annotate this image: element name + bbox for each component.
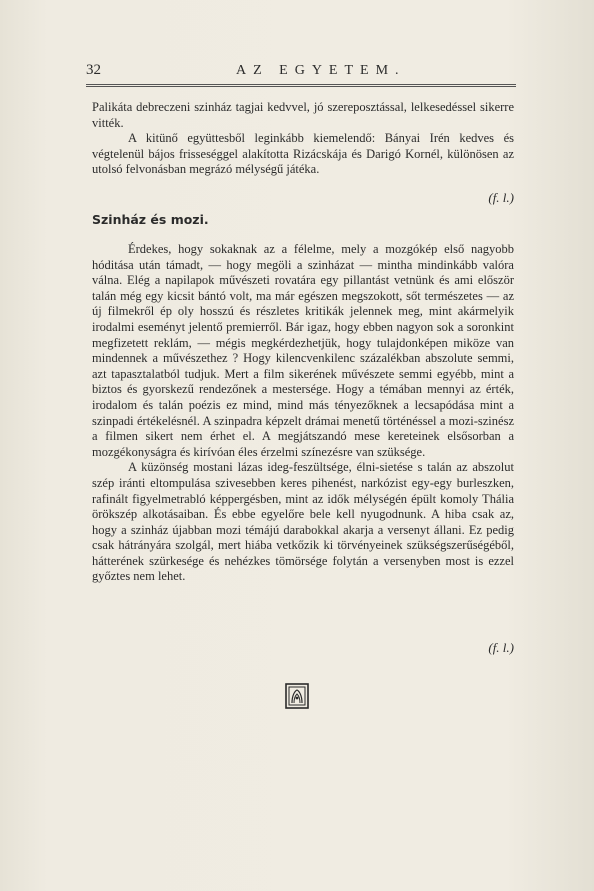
article-2-body [92, 242, 514, 585]
header-rule [86, 84, 516, 87]
article-1-body [92, 100, 514, 178]
article-1-paragraph: A kitünő együttesből leginkább kiemelendő: Bányai Irén kedves és végtelenül bájos frisseséggel alakította Rizácskája és Darigó Kornél, különösen az utolsó felvonásban megrázó mélységű játéka. [92, 131, 514, 177]
running-title: AZ EGYETEM. [236, 63, 406, 78]
section-title: Szinház és mozi. [92, 212, 209, 227]
article-2-paragraph: A küzönség mostani lázas ideg-feszültsége, élni-sietése s talán az abszolut szép iránti eltompulása szivesebben keres pihenést, narkózist egy-egy burleszken, rafinált figyelmetrabló képpergésben, mint az idők mélységén épült komoly Thália örökszép alkotásaiban. És ebbe egyelőre bele kell nyugodnunk. A hiba csak az, hogy a szinház újabban mozi témájú darabokkal akarja a versenyt állani. Ez pedig csak hátrányára szolgál, mert hiába vetkőzik ki törvényeinek szükségszerűségéből, hátterének szürkesége és nehézkes tömörsége folytán a versenyben most is ezzel győztes nem lehet. [92, 460, 514, 584]
page-number: 32 [86, 62, 101, 78]
article-2-signature: (f. l.) [488, 640, 514, 655]
art-nouveau-vignette-icon [285, 683, 309, 709]
article-1-signature: (f. l.) [488, 190, 514, 205]
article-1-paragraph: Palikáta debreczeni szinház tagjai kedvvel, jó szereposztással, lelkesedéssel sikerre vitték. [92, 100, 514, 130]
article-2-paragraph: Érdekes, hogy sokaknak az a félelme, mely a mozgókép első nagyobb hóditása után támadt, — hogy megöli a szinházat — mintha mindinkább valóra válna. Elég a napilapok művészeti rovatára egy pillantást vetnünk és ami először talán még egy kicsit bántó volt, ma már egészen megszokott, sőt természetes — az új filmekről ép oly hosszú és részletes kritikák jelennek meg, mint akármelyik irodalmi eseményt jelentő premierről. Bár igaz, hogy ebben nagyon sok a soronkint megfizetett reklám, — mégis megkérdezhetjük, hogy tulajdonképen miköze van mindennek a művészethez ? Hogy kilencvenkilenc százalékban abszolute semmi, azt tapasztalatból tudjuk. Mert a film sikerének művészete semmi egyébb, mint a biztos és gyorskezű rendezőnek a mestersége. Hogy a témában mennyi az érték, irodalom és talán poézis ez mind, mind más tényezőknek a lecsapódása mint a szinpadi értékelésnél. A szinpadra képzelt drámai menetű történéssel a mozi-szinész a filmen sikert nem érhet el. A megjátszandó mese kereteinek elsősorban a mozgékonyságra és kirívóan éles érzelmi színezésre van szüksége. [92, 242, 514, 459]
page-header [86, 62, 516, 84]
